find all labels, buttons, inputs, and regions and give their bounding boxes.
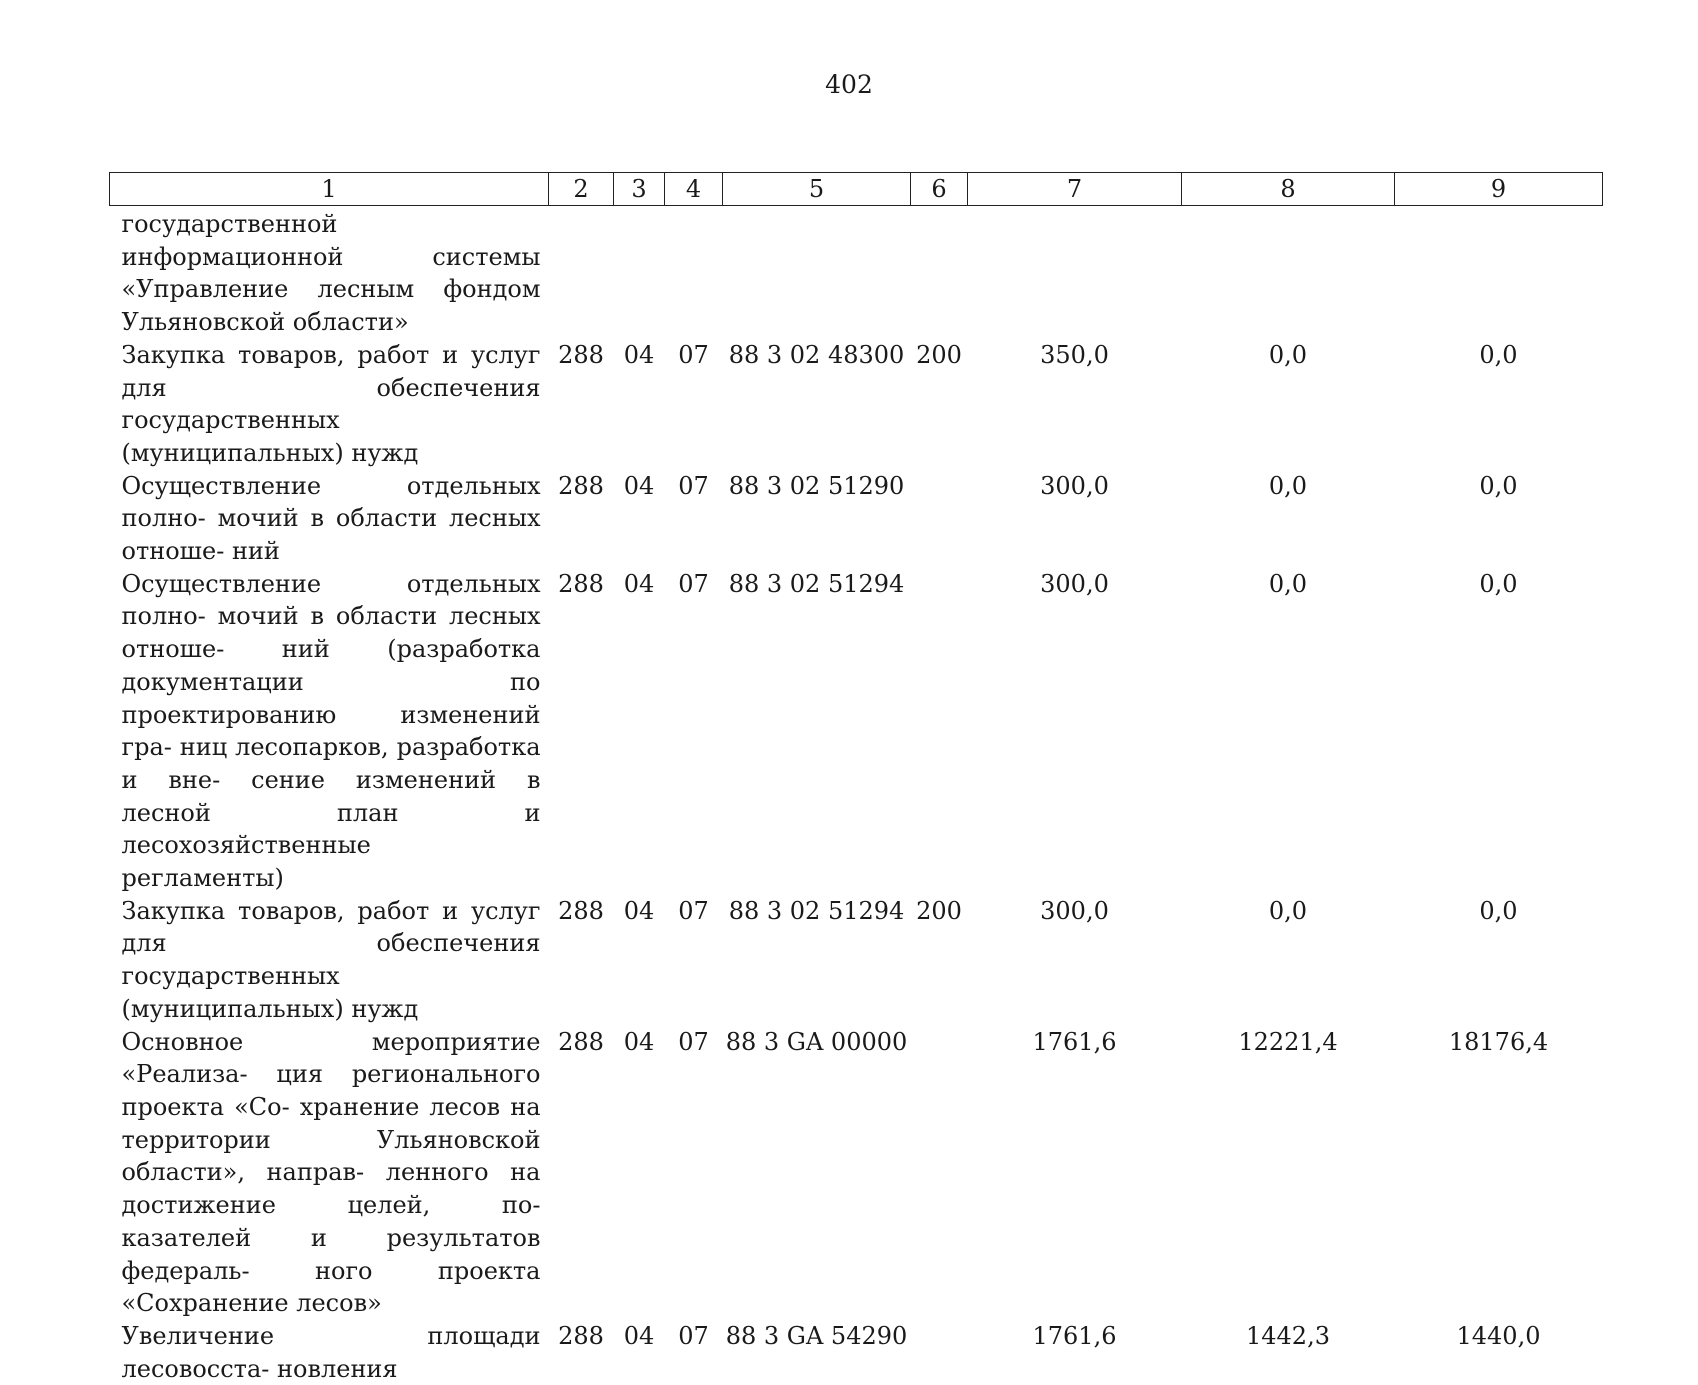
description-line: обеспечения государственных xyxy=(122,374,541,435)
subsection-code: 07 xyxy=(665,339,723,470)
row-description xyxy=(110,470,549,568)
header-cell-8: 8 xyxy=(1182,173,1395,206)
amount-year-1: 300,0 xyxy=(968,470,1182,568)
header-cell-1: 1 xyxy=(110,173,549,206)
description-line: Увеличение площади лесовосста- xyxy=(122,1322,541,1383)
amount-year-3: 0,0 xyxy=(1395,470,1603,568)
amount-year-2: 0,0 xyxy=(1182,895,1395,1026)
description-line: фондом Ульяновской области» xyxy=(122,275,541,336)
target-item-code xyxy=(723,206,911,339)
description-line: ний (разработка документации по xyxy=(122,635,541,696)
ministry-code: 288 xyxy=(549,1320,614,1385)
header-cell-9: 9 xyxy=(1395,173,1603,206)
description-line: проектированию изменений гра- xyxy=(122,701,541,762)
row-description xyxy=(110,568,549,895)
page-number: 402 xyxy=(0,70,1698,99)
description-line: системы «Управление лесным xyxy=(122,243,541,304)
header-row xyxy=(110,173,1603,206)
amount-year-3: 0,0 xyxy=(1395,568,1603,895)
amount-year-1: 1761,6 xyxy=(968,1320,1182,1385)
ministry-code: 288 xyxy=(549,339,614,470)
description-line: (муниципальных) нужд xyxy=(122,995,419,1023)
row-description xyxy=(110,206,549,339)
section-code xyxy=(614,206,665,339)
header-cell-4: 4 xyxy=(665,173,723,206)
amount-year-1: 300,0 xyxy=(968,895,1182,1026)
amount-year-1: 350,0 xyxy=(968,339,1182,470)
description-line: ленного на достижение целей, по- xyxy=(122,1158,541,1219)
row-description xyxy=(110,1320,549,1385)
amount-year-1 xyxy=(968,206,1182,339)
section-code: 04 xyxy=(614,568,665,895)
amount-year-2: 0,0 xyxy=(1182,568,1395,895)
ministry-code: 288 xyxy=(549,568,614,895)
description-line: мочий в области лесных отноше- xyxy=(122,602,541,663)
description-line: Ульяновской области», направ- xyxy=(122,1126,541,1187)
description-line: Закупка товаров, работ и услуг для xyxy=(122,897,541,958)
description-line: (муниципальных) нужд xyxy=(122,439,419,467)
table-row xyxy=(110,206,1603,339)
header-cell-6: 6 xyxy=(911,173,968,206)
amount-year-1: 300,0 xyxy=(968,568,1182,895)
amount-year-1: 1761,6 xyxy=(968,1026,1182,1320)
section-code: 04 xyxy=(614,1026,665,1320)
table-row xyxy=(110,1320,1603,1385)
expense-type-code: 200 xyxy=(911,895,968,1026)
row-description xyxy=(110,1026,549,1320)
subsection-code: 07 xyxy=(665,470,723,568)
amount-year-2: 12221,4 xyxy=(1182,1026,1395,1320)
description-line: Осуществление отдельных полно- xyxy=(122,472,541,533)
expense-type-code xyxy=(911,470,968,568)
amount-year-2: 0,0 xyxy=(1182,470,1395,568)
header-cell-5: 5 xyxy=(723,173,911,206)
description-line: Закупка товаров, работ и услуг для xyxy=(122,341,541,402)
amount-year-3: 18176,4 xyxy=(1395,1026,1603,1320)
description-line: сение изменений в лесной план и xyxy=(122,766,541,827)
expense-type-code xyxy=(911,1026,968,1320)
target-item-code: 88 3 GA 54290 xyxy=(723,1320,911,1385)
amount-year-2 xyxy=(1182,206,1395,339)
description-line: Основное мероприятие «Реализа- xyxy=(122,1028,541,1089)
expense-type-code xyxy=(911,568,968,895)
subsection-code: 07 xyxy=(665,1320,723,1385)
amount-year-3: 1440,0 xyxy=(1395,1320,1603,1385)
table-row xyxy=(110,339,1603,470)
table-body xyxy=(110,206,1603,1385)
header-cell-3: 3 xyxy=(614,173,665,206)
description-line: ний xyxy=(232,537,280,565)
table-row xyxy=(110,470,1603,568)
ministry-code xyxy=(549,206,614,339)
header-cell-2: 2 xyxy=(549,173,614,206)
target-item-code: 88 3 02 51294 xyxy=(723,895,911,1026)
description-line: ного проекта «Сохранение лесов» xyxy=(122,1257,541,1318)
description-line: Осуществление отдельных полно- xyxy=(122,570,541,631)
section-code: 04 xyxy=(614,470,665,568)
description-line: лесохозяйственные регламенты) xyxy=(122,831,371,892)
table-row xyxy=(110,1026,1603,1320)
header-cell-7: 7 xyxy=(968,173,1182,206)
target-item-code: 88 3 GA 00000 xyxy=(723,1026,911,1320)
expense-type-code xyxy=(911,206,968,339)
section-code: 04 xyxy=(614,895,665,1026)
table-row xyxy=(110,568,1603,895)
section-code: 04 xyxy=(614,339,665,470)
description-line: государственной информационной xyxy=(122,210,344,271)
amount-year-3 xyxy=(1395,206,1603,339)
table-row xyxy=(110,895,1603,1026)
description-line: ниц лесопарков, разработка и вне- xyxy=(122,733,541,794)
ministry-code: 288 xyxy=(549,1026,614,1320)
expense-type-code xyxy=(911,1320,968,1385)
description-line: хранение лесов на территории xyxy=(122,1093,541,1154)
amount-year-3: 0,0 xyxy=(1395,895,1603,1026)
subsection-code: 07 xyxy=(665,568,723,895)
budget-table xyxy=(109,172,1603,1385)
amount-year-3: 0,0 xyxy=(1395,339,1603,470)
amount-year-2: 0,0 xyxy=(1182,339,1395,470)
subsection-code: 07 xyxy=(665,895,723,1026)
row-description xyxy=(110,339,549,470)
description-line: мочий в области лесных отноше- xyxy=(122,504,541,565)
ministry-code: 288 xyxy=(549,895,614,1026)
description-line: обеспечения государственных xyxy=(122,929,541,990)
target-item-code: 88 3 02 51294 xyxy=(723,568,911,895)
row-description xyxy=(110,895,549,1026)
description-line: ция регионального проекта «Со- xyxy=(122,1060,541,1121)
description-line: казателей и результатов федераль- xyxy=(122,1224,541,1285)
target-item-code: 88 3 02 51290 xyxy=(723,470,911,568)
table-header xyxy=(110,173,1603,206)
section-code: 04 xyxy=(614,1320,665,1385)
subsection-code xyxy=(665,206,723,339)
ministry-code: 288 xyxy=(549,470,614,568)
description-line: новления xyxy=(277,1355,398,1383)
subsection-code: 07 xyxy=(665,1026,723,1320)
target-item-code: 88 3 02 48300 xyxy=(723,339,911,470)
expense-type-code: 200 xyxy=(911,339,968,470)
amount-year-2: 1442,3 xyxy=(1182,1320,1395,1385)
